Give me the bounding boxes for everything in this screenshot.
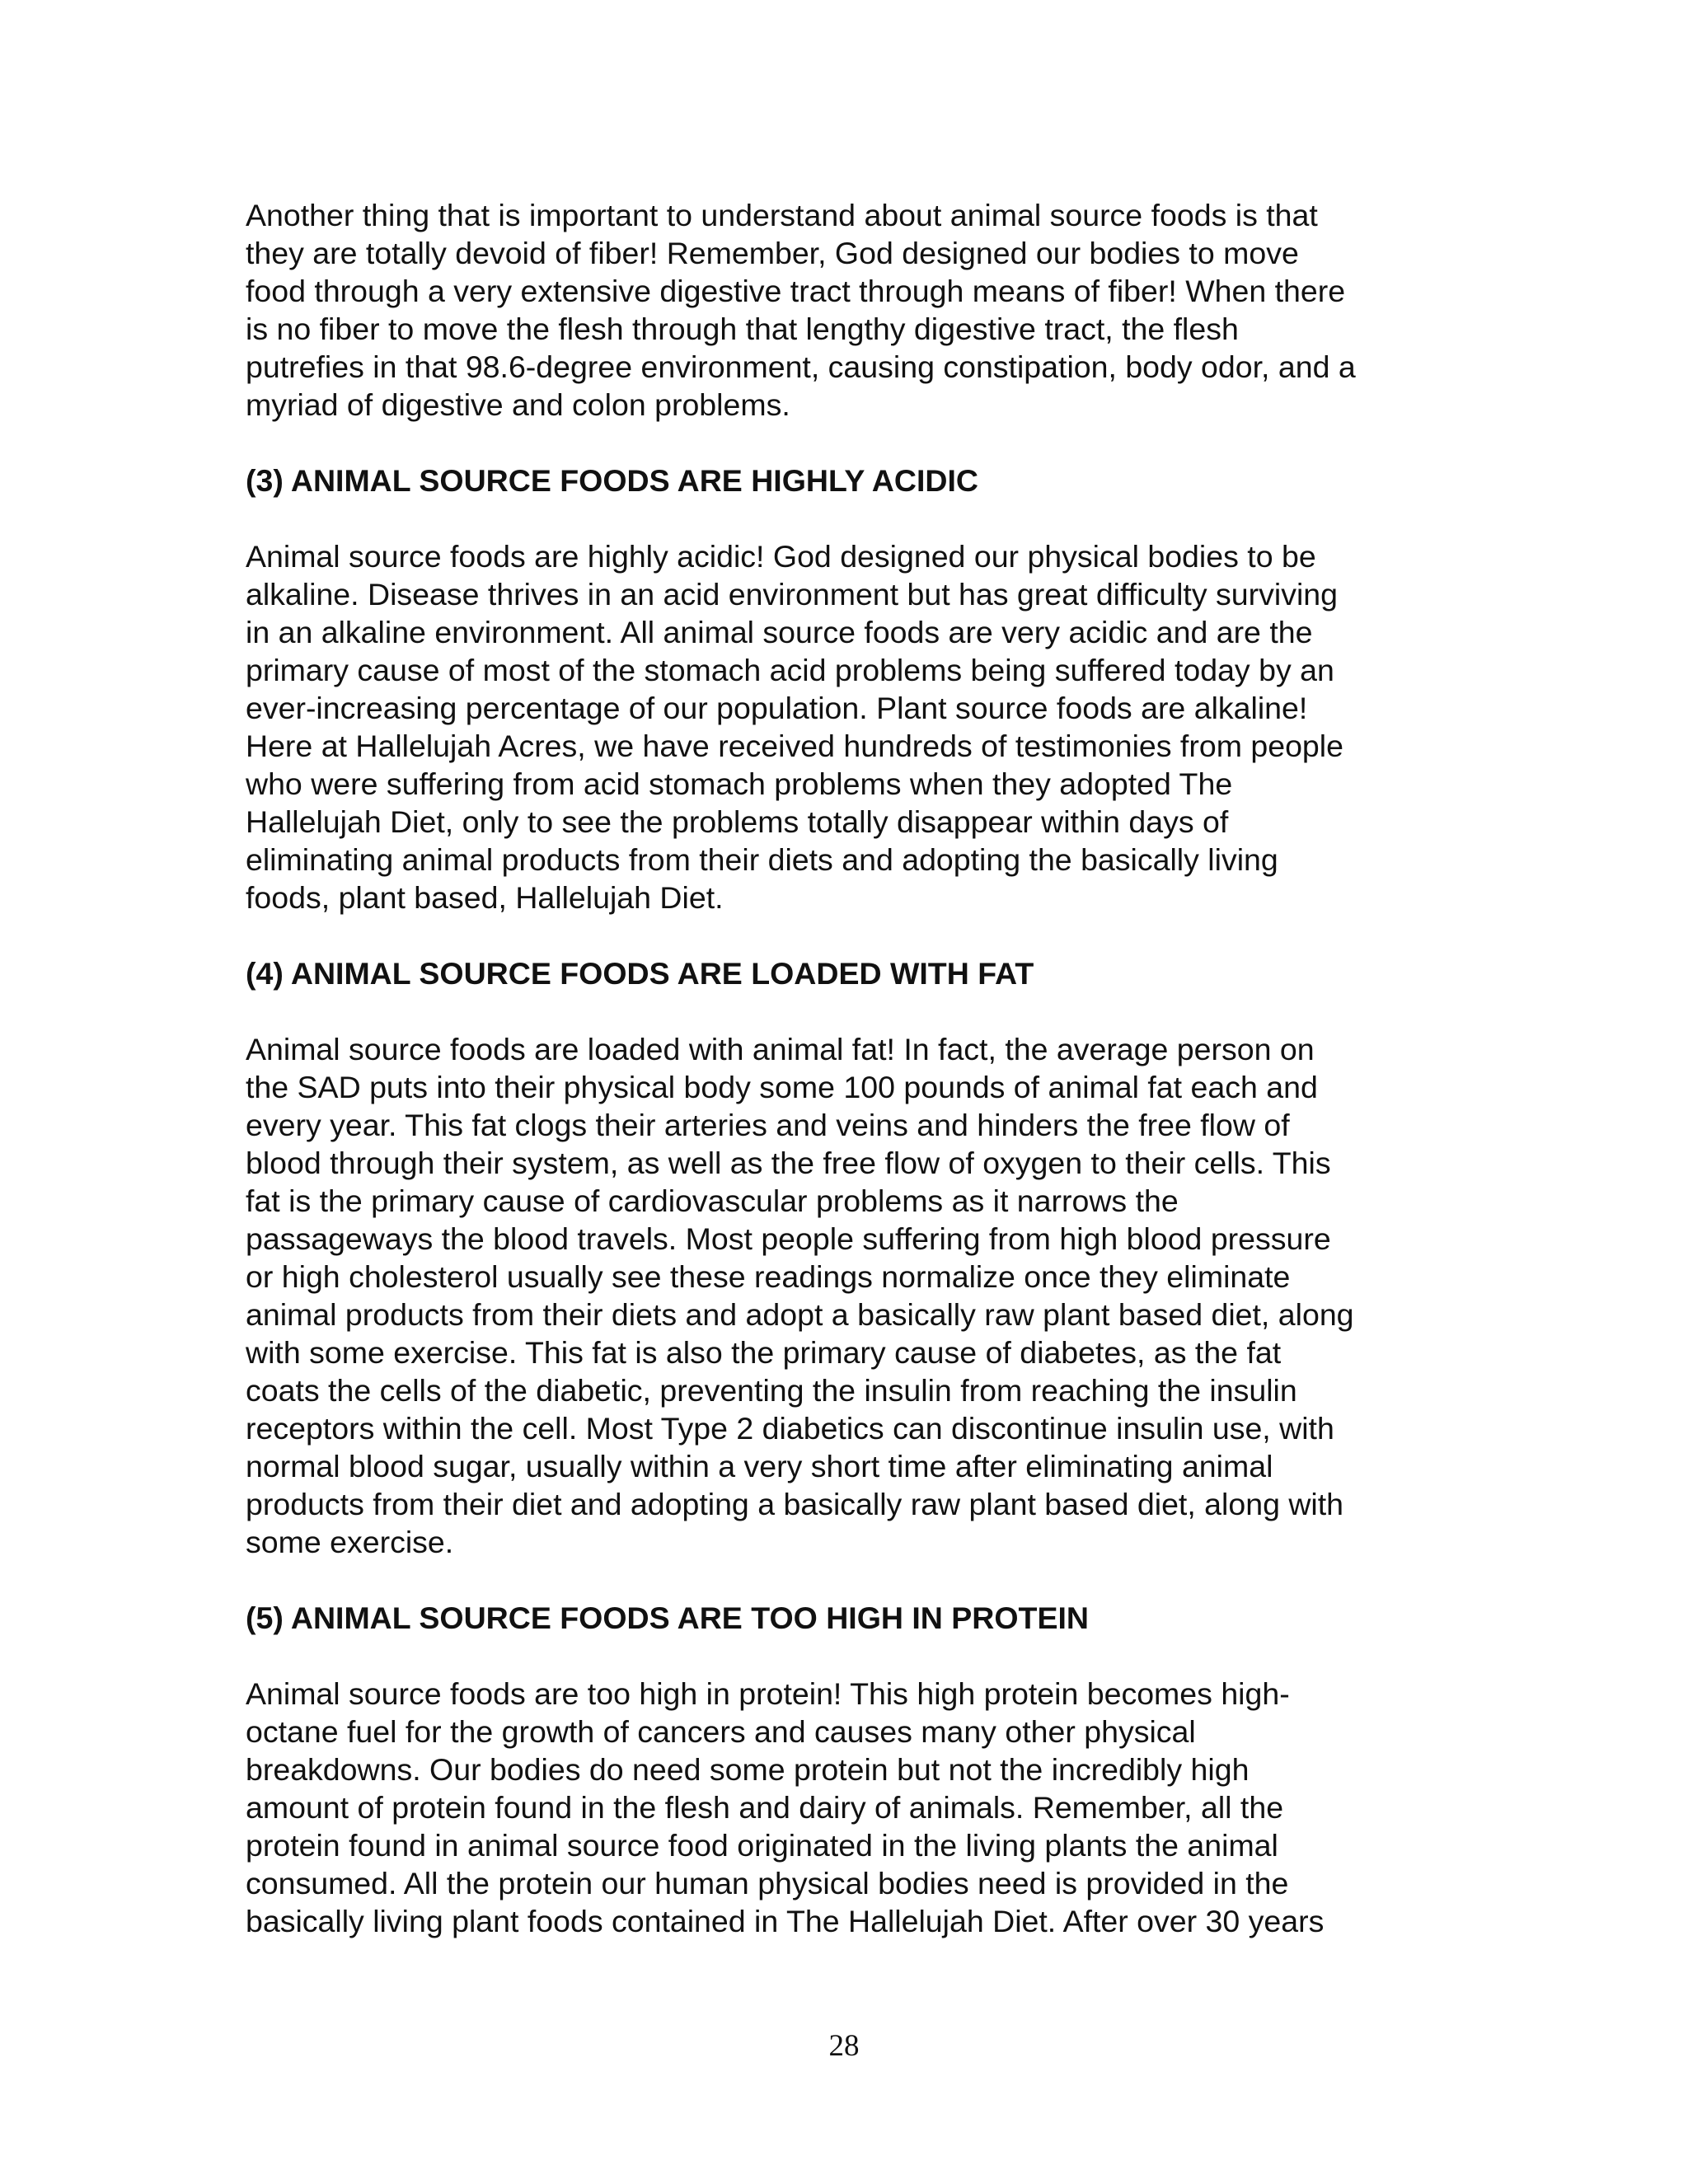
section-heading-protein: (5) ANIMAL SOURCE FOODS ARE TOO HIGH IN PROTEIN bbox=[246, 1601, 1089, 1635]
text-line: breakdowns. Our bodies do need some protein but not the incredibly high bbox=[246, 1752, 1250, 1787]
text-line: Animal source foods are too high in protein! This high protein becomes high- bbox=[246, 1676, 1290, 1711]
text-line: octane fuel for the growth of cancers and causes many other physical bbox=[246, 1714, 1196, 1749]
text-line: ever-increasing percentage of our population. Plant source foods are alkaline! bbox=[246, 691, 1308, 725]
text-line: Another thing that is important to understand about animal source foods is that bbox=[246, 198, 1318, 232]
text-line: eliminating animal products from their diets and adopting the basically living bbox=[246, 842, 1278, 877]
text-line: putrefies in that 98.6-degree environment, causing constipation, body odor, and a bbox=[246, 349, 1356, 384]
text-line: is no fiber to move the flesh through that lengthy digestive tract, the flesh bbox=[246, 312, 1239, 346]
text-line: basically living plant foods contained in The Hallelujah Diet. After over 30 years bbox=[246, 1904, 1325, 1938]
text-line: every year. This fat clogs their arteries and veins and hinders the free flow of bbox=[246, 1108, 1290, 1142]
text-line: products from their diet and adopting a basically raw plant based diet, along with bbox=[246, 1487, 1344, 1521]
text-line: they are totally devoid of fiber! Remember, God designed our bodies to move bbox=[246, 236, 1299, 270]
text-line: alkaline. Disease thrives in an acid environment but has great difficulty surviving bbox=[246, 577, 1338, 612]
text-line: foods, plant based, Hallelujah Diet. bbox=[246, 880, 724, 915]
paragraph-protein bbox=[246, 1675, 1449, 1940]
text-line: or high cholesterol usually see these readings normalize once they eliminate bbox=[246, 1259, 1291, 1294]
paragraph-acidic bbox=[246, 537, 1449, 916]
text-line: in an alkaline environment. All animal source foods are very acidic and are the bbox=[246, 615, 1313, 649]
text-line: primary cause of most of the stomach acid problems being suffered today by an bbox=[246, 653, 1334, 687]
section-heading-acidic: (3) ANIMAL SOURCE FOODS ARE HIGHLY ACIDIC bbox=[246, 463, 978, 498]
text-line: some exercise. bbox=[246, 1525, 454, 1559]
text-line: with some exercise. This fat is also the primary cause of diabetes, as the fat bbox=[246, 1335, 1282, 1370]
text-line: protein found in animal source food originated in the living plants the animal bbox=[246, 1828, 1278, 1863]
text-line: the SAD puts into their physical body some 100 pounds of animal fat each and bbox=[246, 1070, 1318, 1104]
page-content bbox=[246, 196, 1449, 1978]
text-line: animal products from their diets and adopt a basically raw plant based diet, along bbox=[246, 1297, 1354, 1332]
text-line: receptors within the cell. Most Type 2 diabetics can discontinue insulin use, with bbox=[246, 1411, 1334, 1446]
text-line: coats the cells of the diabetic, preventing the insulin from reaching the insulin bbox=[246, 1373, 1297, 1408]
text-line: food through a very extensive digestive tract through means of fiber! When there bbox=[246, 274, 1346, 308]
section-heading-fat: (4) ANIMAL SOURCE FOODS ARE LOADED WITH FAT bbox=[246, 956, 1034, 991]
text-line: Hallelujah Diet, only to see the problems totally disappear within days of bbox=[246, 804, 1229, 839]
text-line: fat is the primary cause of cardiovascular problems as it narrows the bbox=[246, 1183, 1179, 1218]
text-line: who were suffering from acid stomach problems when they adopted The bbox=[246, 766, 1233, 801]
text-line: Here at Hallelujah Acres, we have received hundreds of testimonies from people bbox=[246, 729, 1343, 763]
text-line: passageways the blood travels. Most people suffering from high blood pressure bbox=[246, 1221, 1331, 1256]
text-line: blood through their system, as well as the free flow of oxygen to their cells. This bbox=[246, 1146, 1331, 1180]
text-line: normal blood sugar, usually within a very short time after eliminating animal bbox=[246, 1449, 1273, 1483]
paragraph-fiber bbox=[246, 196, 1449, 424]
text-line: consumed. All the protein our human physical bodies need is provided in the bbox=[246, 1866, 1289, 1900]
text-line: Animal source foods are loaded with animal fat! In fact, the average person on bbox=[246, 1032, 1315, 1066]
page-number: 28 bbox=[828, 2029, 860, 2063]
text-line: myriad of digestive and colon problems. bbox=[246, 387, 790, 422]
text-line: amount of protein found in the flesh and dairy of animals. Remember, all the bbox=[246, 1790, 1284, 1825]
paragraph-fat bbox=[246, 1030, 1449, 1561]
text-line: Animal source foods are highly acidic! God designed our physical bodies to be bbox=[246, 539, 1316, 574]
